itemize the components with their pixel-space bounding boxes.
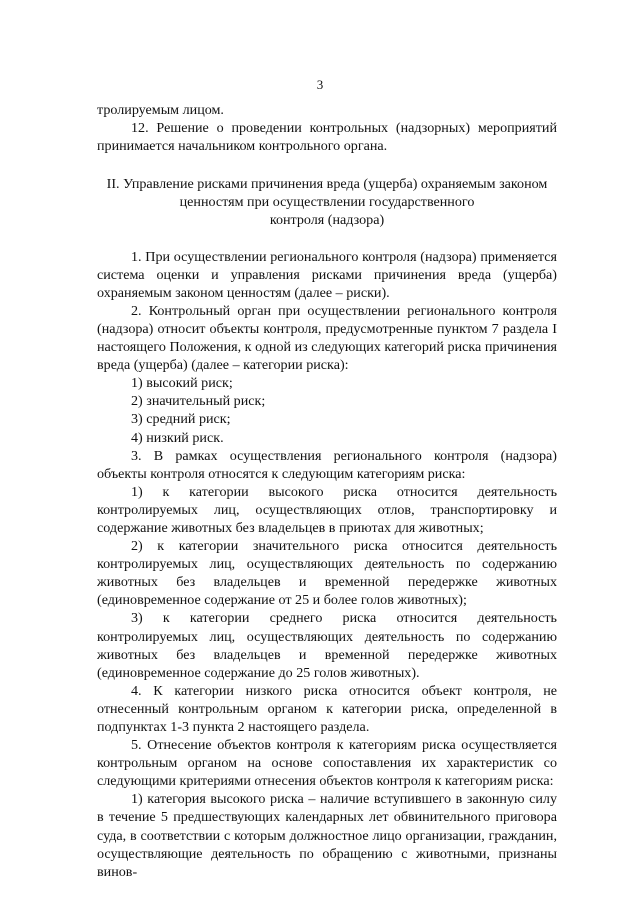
paragraph-3-item-2: 2) к категории значительного риска относится деятельность контролируемых лиц, осуществляющих деятельность по содержанию животных без владельцев и временной передержке животных (единовременное содержание от 25 и более голов животных); [97,538,557,609]
section-heading-line-2: ценностям при осуществлении государственного [179,194,475,211]
section-heading-line-3: контроля (надзора) [269,212,385,229]
paragraph-1: 1. При осуществлении регионального контроля (надзора) применяется система оценки и управления рисками причинения вреда (ущерба) охраняемым законом ценностям (далее – риски). [97,248,557,301]
paragraph-3-item-1: 1) к категории высокого риска относится деятельность контролируемых лиц, осуществляющих отлов, транспортировку и содержание животных без владельцев в приютах для животных; [97,483,557,536]
risk-category-item: 2) значительный риск; [131,393,266,410]
paragraph-12: 12. Решение о проведении контрольных (надзорных) мероприятий принимается начальником контрольного органа. [97,120,557,155]
paragraph-3: 3. В рамках осуществления регионального контроля (надзора) объекты контроля относятся к следующим категориям риска: [97,447,557,482]
document-body [97,101,557,881]
section-heading-line-1: II. Управление рисками причинения вреда (ущерба) охраняемым законом [106,176,548,193]
paragraph-continuation: тролируемым лицом. [97,102,224,118]
paragraph-3-item-3: 3) к категории среднего риска относится деятельность контролируемых лиц, осуществляющих деятельность по содержанию животных без владельцев и временной передержке животных (единовременное содержание до 25 голов животных). [97,610,557,681]
paragraph-2: 2. Контрольный орган при осуществлении регионального контроля (надзора) относит объекты контроля, предусмотренные пунктом 7 раздела I настоящего Положения, к одной из следующих категорий риска причинения вреда (ущерба) (далее – категории риска): [97,302,557,374]
risk-category-item: 1) высокий риск; [131,375,233,392]
risk-category-item: 3) средний риск; [131,411,231,428]
page-number: 3 [316,77,324,92]
paragraph-4: 4. К категории низкого риска относится объект контроля, не отнесенный контрольным органом к категории риска, определенной в подпунктах 1-3 пункта 2 настоящего раздела. [97,682,557,735]
paragraph-5-item-1: 1) категория высокого риска – наличие вступившего в законную силу в течение 5 предшествующих календарных лет обвинительного приговора суда, в соответствии с которым должностное лицо организации, гражданин, осуществляющие деятельность по обращению с животными, признаны винов- [97,791,557,880]
paragraph-5: 5. Отнесение объектов контроля к категориям риска осуществляется контрольным органом на основе сопоставления их характеристик со следующими критериями отнесения объектов контроля к категориям риска: [97,737,557,790]
risk-category-item: 4) низкий риск. [131,429,224,446]
